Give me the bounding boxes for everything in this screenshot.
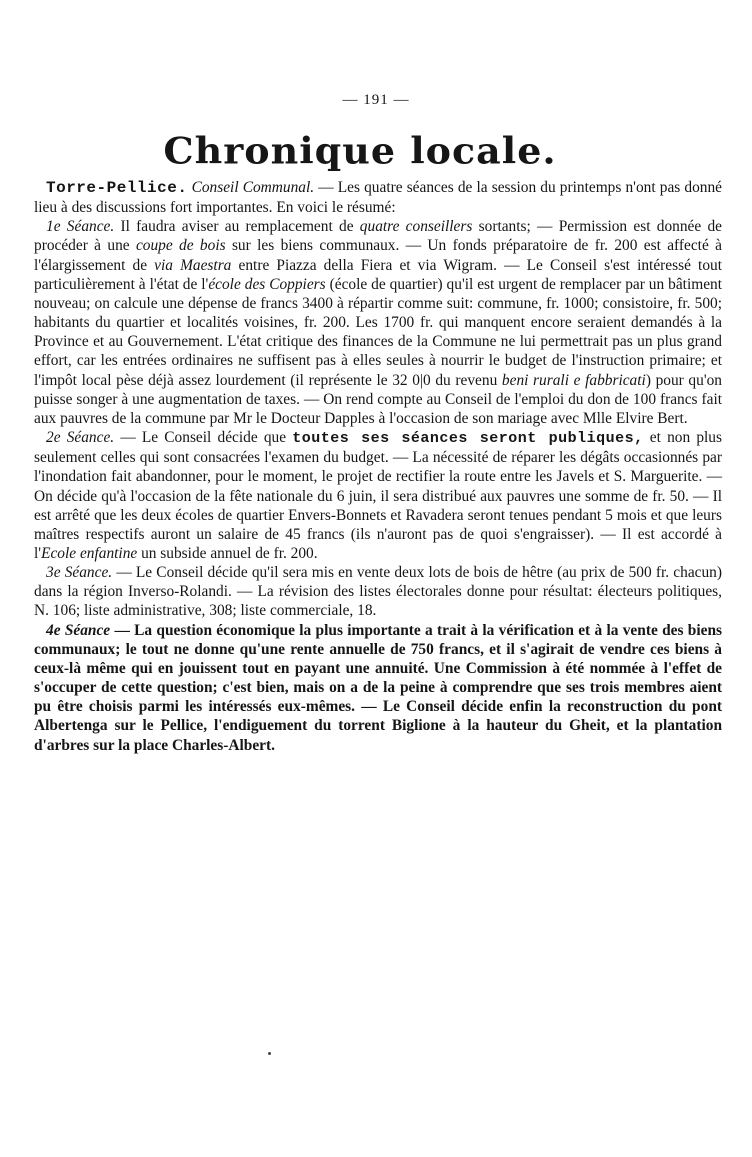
page-title: Chronique locale. <box>163 129 557 172</box>
seance-1-italic: quatre conseillers <box>359 218 473 236</box>
seance-2-text: et non plus seulement celles qui sont consacrées l'examen du budget. — La nécessité de réparer les dégâts occasionnés par l'inondation fait abandonner, pour le moment, le projet de rectifier la route entre les Javels et S. Marguerite. — On décide qu'à l'occasion de la fête nationale du 6 juin, il sera distribué aux pauvres une somme de fr. 50. — Il est arrêté que les deux écoles de quartier Envers-Bonnets et Ravadera seront tenues pendant 5 mois et que leurs maîtres respectifs auront un salaire de 45 francs (ils n'auront pas de quoi s'engraisser). — Il est accordé à l' <box>34 429 722 562</box>
seance-2-italic: Ecole enfantine <box>41 544 138 562</box>
seance-2-label: 2e Séance. <box>46 429 115 447</box>
seance-3-label: 3e Séance. <box>46 564 113 582</box>
seance-1-text: ) pour qu'on puisse songer à une augmentation de taxes. — On rend compte au Conseil de l'emploi du don de 100 francs fait aux pauvres de la commune par Mr le Docteur Dapples à l'occasion de son mariage avec Mlle Elvire Bert. <box>34 371 722 427</box>
article-body <box>34 178 722 755</box>
print-speck <box>268 1052 271 1055</box>
seance-1-text: sortants; — Permission est donnée de procéder à une <box>34 218 722 255</box>
section-heading: Conseil Communal. <box>191 179 315 196</box>
seance-1-text: (école de quartier) qu'il est urgent de remplacer par un bâtiment nouveau; on calcule une dépense de francs 3400 à répartir comme suit: commune, fr. 1000; consistoire, fr. 500; habitants du quartier et localités voisines, fr. 200. Les 1700 fr. qui manquent encore seraient demandés à la Province et au Gouvernement. L'état critique des finances de la Commune ne lui permettrait pas un plus grand effort, car les entrées ordinaires ne suffisent pas à elles seules à nourrir le budget de l'instruction primaire; et l'impôt local pèse déjà assez lourdement (il représente le 32 0|0 du revenu <box>34 275 723 389</box>
seance-1-paragraph <box>34 217 722 428</box>
seance-4-label: 4e Séance <box>46 621 111 639</box>
seance-4-text: — La question économique la plus importante a trait à la vérification et à la vente des biens communaux; le tout ne donne qu'une rente annuelle de 750 francs, et il s'agirait de vendre ces biens à ceux-là même qui en jouissent tout en payant une annuité. Une Commission à été nommée à l'effet de s'occuper de cette question; c'est bien, mais on a de la peine à comprendre que ses trois membres aient pu être choisis parmi les intéressés eux-mêmes. — Le Conseil décide enfin la reconstruction du pont Albertenga sur le Pellice, l'endiguement du torrent Biglione à la hauteur du Gheit, et la plantation d'arbres sur la place Charles-Albert. <box>34 621 722 754</box>
seance-1-text: sur les biens communaux. — Un fonds préparatoire de fr. 200 est affecté à l'élargissement de <box>34 237 722 274</box>
seance-3-paragraph <box>34 563 722 620</box>
seance-1-italic: beni rurali e fabbricati <box>501 371 646 389</box>
seance-1-text: Il faudra aviser au remplacement de <box>114 218 360 236</box>
seance-2-paragraph <box>34 428 722 563</box>
seance-4-paragraph <box>34 621 722 755</box>
seance-1-italic: école des Coppiers <box>208 275 326 293</box>
seance-1-text: entre Piazza della Fiera et via Wigram. — Le Conseil s'est intéressé tout particulièrement à l'état de l' <box>34 256 722 293</box>
seance-2-emphasis: toutes ses séances seront publiques, <box>292 430 644 448</box>
seance-1-italic: coupe de bois <box>135 237 226 255</box>
intro-text: — Les quatre séances de la session du printemps n'ont pas donné lieu à des discussions fort importantes. En voici le résumé: <box>34 179 723 217</box>
town-name: Torre-Pellice. <box>46 179 188 197</box>
seance-2-text: un subside annuel de fr. 200. <box>137 544 318 562</box>
intro-paragraph <box>34 178 722 217</box>
seance-1-label: 1e Séance. <box>46 218 115 236</box>
seance-1-italic: via Maestra <box>154 256 232 274</box>
seance-3-text: — Le Conseil décide qu'il sera mis en vente deux lots de bois de hêtre (au prix de 500 fr. chacun) dans la région Inverso-Rolandi. — La révision des listes électorales donne pour résultat: électeurs politiques, N. 106; liste administrative, 308; liste commerciale, 18. <box>34 564 722 620</box>
page-number: — 191 — <box>342 92 410 108</box>
seance-2-text: — Le Conseil décide que <box>114 429 293 447</box>
